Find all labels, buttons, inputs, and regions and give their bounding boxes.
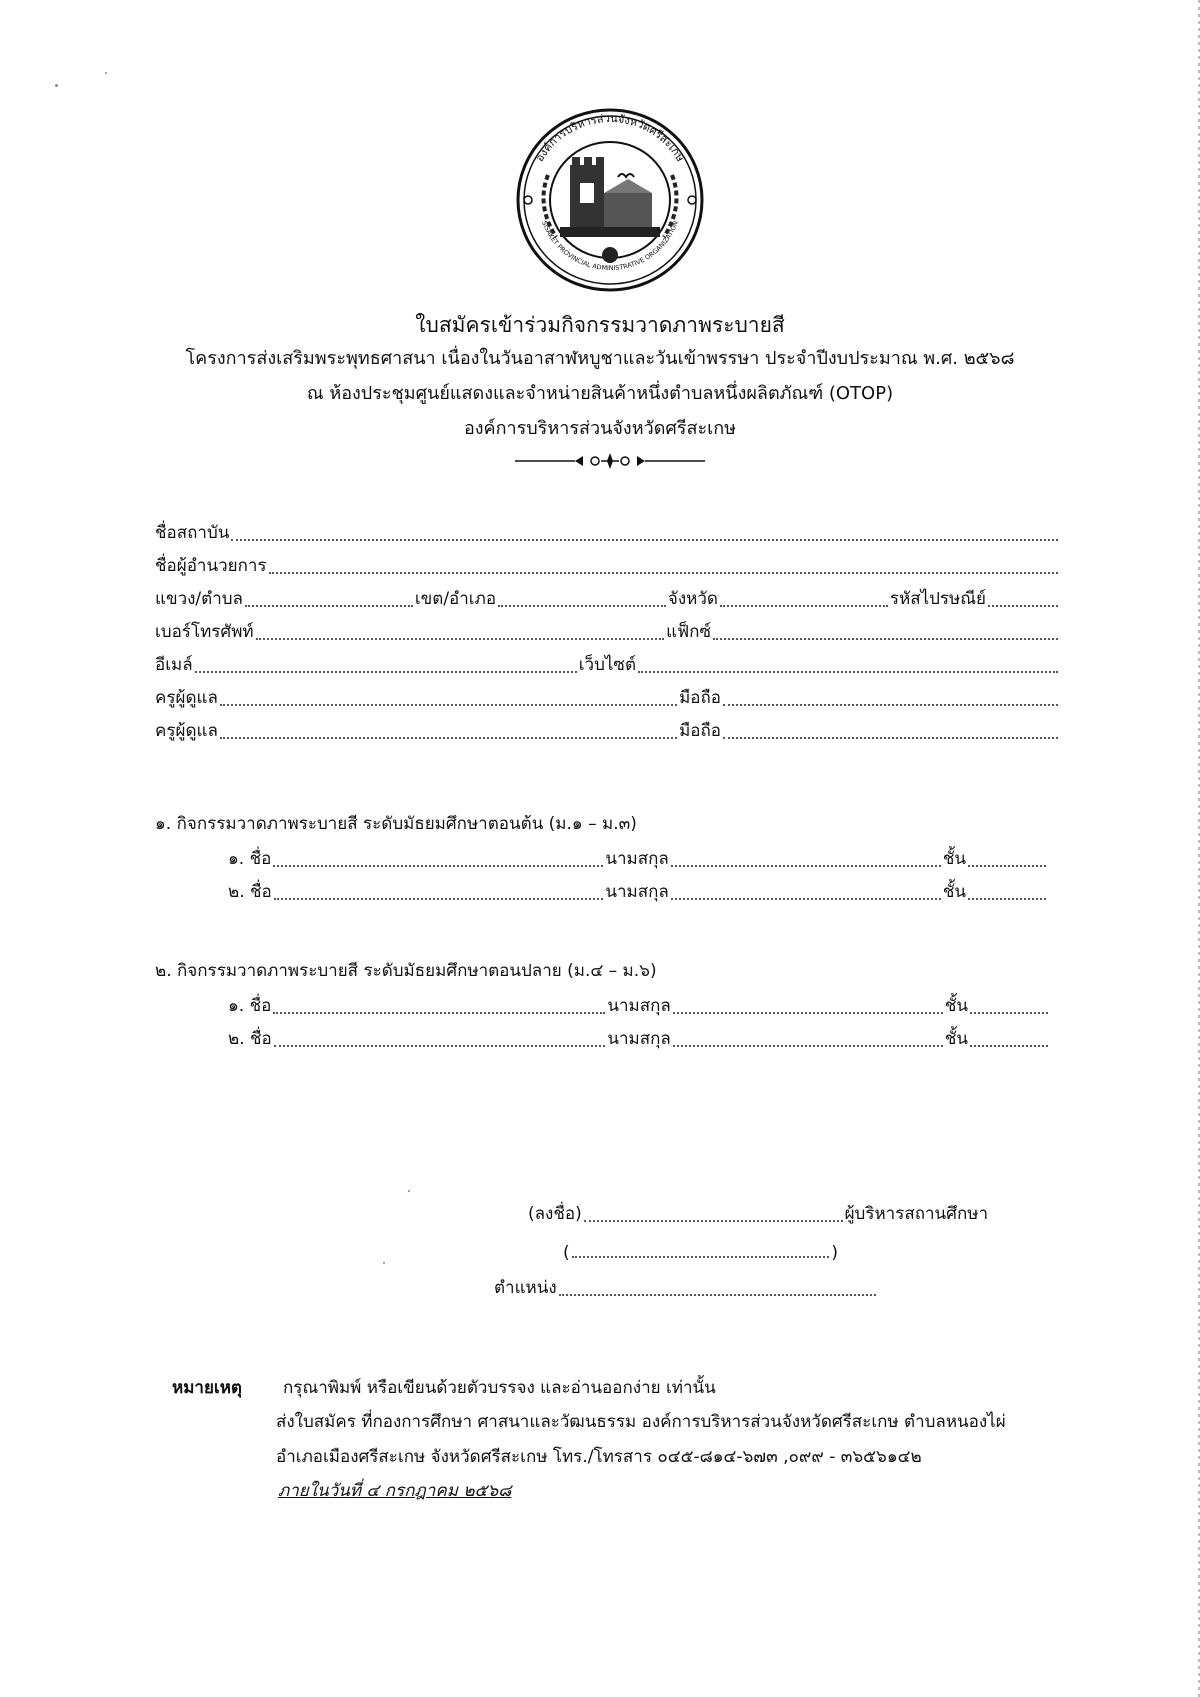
surname-blank[interactable] (673, 1045, 943, 1047)
venue: ณ ห้องประชุมศูนย์แสดงและจำหน่ายสินค้าหนึ่งตำบลหนึ่งผลิตภัณฑ์ (OTOP) (306, 383, 894, 404)
mobile-label: มือถือ (679, 688, 721, 708)
grade-blank[interactable] (970, 1012, 1048, 1014)
grade-label: ชั้น (942, 882, 966, 902)
grade-blank[interactable] (968, 898, 1046, 900)
postcode-blank[interactable] (988, 605, 1058, 607)
remarks-line-2: ส่งใบสมัคร ที่กองการศึกษา ศาสนาและวัฒนธรรม องค์การบริหารส่วนจังหวัดศรีสะเกษ ตำบลหนองไผ่ (276, 1412, 1006, 1432)
school-name-blank[interactable] (231, 539, 1058, 541)
surname-blank[interactable] (671, 865, 941, 867)
teacher-label: ครูผู้ดูแล (155, 688, 218, 708)
signatory-role: ผู้บริหารสถานศึกษา (844, 1204, 988, 1224)
surname-label: นามสกุล (607, 996, 671, 1016)
website-label: เว็บไซต์ (578, 655, 636, 675)
scan-speck (55, 84, 58, 87)
seal-bottom-text: SISAKET PROVINCIAL ADMINISTRATIVE ORGANIZATION (540, 219, 680, 273)
remarks-line-3: อำเภอเมืองศรีสะเกษ จังหวัดศรีสะเกษ โทร./โทรสาร ๐๔๕-๘๑๔-๖๗๓ ,๐๙๙ - ๓๖๕๖๑๔๒ (276, 1447, 922, 1467)
scan-speck (383, 1262, 385, 1264)
subdistrict-label: แขวง/ตำบล (155, 589, 243, 609)
position-line (494, 1277, 878, 1301)
scan-speck (105, 72, 107, 74)
grade-label: ชั้น (942, 849, 966, 869)
signature-label: (ลงชื่อ) (528, 1204, 582, 1224)
provincial-seal-icon (500, 105, 720, 295)
province-blank[interactable] (720, 605, 888, 607)
email-blank[interactable] (195, 671, 577, 673)
website-blank[interactable] (638, 671, 1058, 673)
mobile-blank[interactable] (723, 704, 1058, 706)
section-2-title: ๒. กิจกรรมวาดภาพระบายสี ระดับมัธยมศึกษาตอนปลาย (ม.๔ – ม.๖) (155, 961, 657, 981)
fax-label: แฟ็กซ์ (666, 622, 711, 642)
position-label: ตำแหน่ง (494, 1278, 557, 1298)
grade-label: ชั้น (944, 996, 968, 1016)
phone-fax-row (155, 621, 1060, 645)
project-name: โครงการส่งเสริมพระพุทธศาสนา เนื่องในวันอาสาฬหบูชาและวันเข้าพรรษา ประจำปีงบประมาณ พ.ศ. ๒๕๖๘ (185, 348, 1015, 369)
teacher-row-2 (155, 720, 1060, 744)
district-label: เขต/อำเภอ (414, 589, 497, 609)
remarks-line-1: กรุณาพิมพ์ หรือเขียนด้วยตัวบรรจง และอ่านออกง่าย เท่านั้น (283, 1378, 716, 1398)
close-paren: ) (831, 1243, 838, 1263)
seal-top-text: องค์การบริหารส่วนจังหวัดศรีสะเกษ (532, 111, 688, 165)
email-website-row (155, 654, 1060, 678)
section-2-participant-2 (228, 1028, 1050, 1052)
email-label: อีเมล์ (155, 655, 193, 675)
school-name-label: ชื่อสถาบัน (155, 523, 230, 543)
surname-blank[interactable] (673, 1012, 943, 1014)
director-name-field[interactable] (155, 555, 1060, 579)
teacher-label: ครูผู้ดูแล (155, 721, 218, 741)
teacher-blank[interactable] (220, 704, 677, 706)
printed-name-line (563, 1239, 838, 1263)
grade-blank[interactable] (968, 865, 1046, 867)
position-blank[interactable] (559, 1294, 876, 1296)
remarks-label: หมายเหตุ (172, 1378, 242, 1398)
section-2-participant-1 (228, 995, 1050, 1019)
school-name-field[interactable] (155, 522, 1060, 546)
divider-ornament-icon (515, 450, 705, 472)
organizer: องค์การบริหารส่วนจังหวัดศรีสะเกษ (463, 418, 737, 439)
province-label: จังหวัด (667, 589, 718, 609)
mobile-label: มือถือ (679, 721, 721, 741)
postcode-label: รหัสไปรษณีย์ (889, 589, 986, 609)
open-paren: ( (563, 1243, 570, 1263)
name-label: ๒. ชื่อ (228, 882, 272, 902)
teacher-blank[interactable] (220, 737, 677, 739)
grade-blank[interactable] (970, 1045, 1048, 1047)
printed-name-blank[interactable] (572, 1256, 830, 1258)
signature-line (528, 1203, 988, 1227)
mobile-blank[interactable] (723, 737, 1058, 739)
fax-blank[interactable] (713, 638, 1058, 640)
name-label: ๑. ชื่อ (228, 849, 272, 869)
svg-text:องค์การบริหารส่วนจังหวัดศรีสะเ (533, 112, 687, 164)
form-title: ใบสมัครเข้าร่วมกิจกรรมวาดภาพระบายสี (415, 313, 785, 337)
section-1-participant-1 (228, 848, 1048, 872)
scan-speck (408, 1190, 410, 1192)
district-blank[interactable] (498, 605, 666, 607)
phone-blank[interactable] (256, 638, 665, 640)
section-1-title: ๑. กิจกรรมวาดภาพระบายสี ระดับมัธยมศึกษาตอนต้น (ม.๑ – ม.๓) (155, 814, 637, 834)
name-blank[interactable] (273, 1012, 605, 1014)
name-blank[interactable] (274, 898, 604, 900)
signature-blank[interactable] (584, 1220, 843, 1222)
surname-blank[interactable] (671, 898, 941, 900)
name-label: ๑. ชื่อ (228, 996, 272, 1016)
name-label: ๒. ชื่อ (228, 1029, 272, 1049)
section-1-participant-2 (228, 881, 1048, 905)
grade-label: ชั้น (944, 1029, 968, 1049)
teacher-row-1 (155, 687, 1060, 711)
director-name-blank[interactable] (269, 572, 1058, 574)
phone-label: เบอร์โทรศัพท์ (155, 622, 254, 642)
surname-label: นามสกุล (607, 1029, 671, 1049)
surname-label: นามสกุล (605, 882, 669, 902)
subdistrict-blank[interactable] (245, 605, 413, 607)
name-blank[interactable] (273, 865, 603, 867)
submission-deadline: ภายในวันที่ ๔ กรกฎาคม ๒๕๖๘ (278, 1481, 512, 1501)
name-blank[interactable] (274, 1045, 606, 1047)
director-name-label: ชื่อผู้อำนวยการ (155, 556, 267, 576)
surname-label: นามสกุล (605, 849, 669, 869)
address-row (155, 588, 1060, 612)
